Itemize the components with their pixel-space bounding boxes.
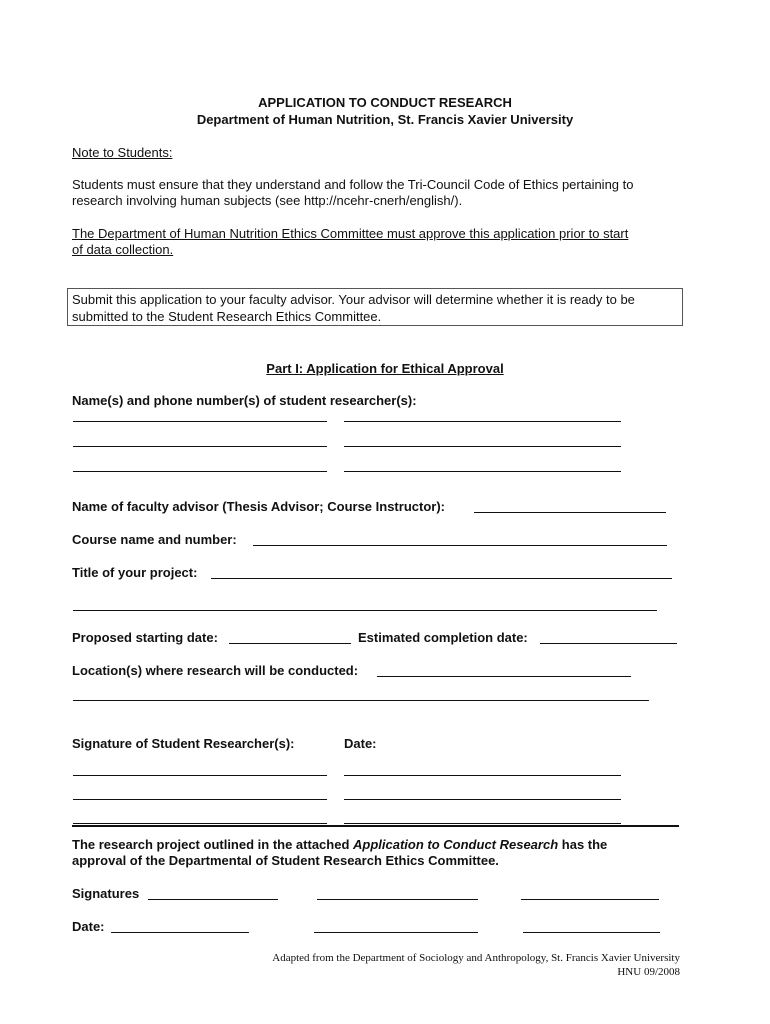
note-paragraph-line: research involving human subjects (see http://ncehr-cnerh/english/). (72, 193, 463, 208)
section-divider (72, 825, 679, 827)
researcher-signature-field[interactable] (73, 799, 327, 800)
approval-statement-start: The research project outlined in the attached (72, 837, 354, 852)
committee-signature-field[interactable] (521, 899, 659, 900)
location-label: Location(s) where research will be conducted: (72, 663, 359, 678)
researcher-signature-date-field[interactable] (344, 775, 621, 776)
researcher-name-field[interactable] (73, 446, 327, 447)
faculty-advisor-label: Name of faculty advisor (Thesis Advisor; Course Instructor): (72, 499, 445, 514)
researcher-signature-date-field[interactable] (344, 823, 621, 824)
committee-signature-field[interactable] (317, 899, 478, 900)
completion-date-label: Estimated completion date: (358, 630, 528, 645)
project-title-field-continued[interactable] (73, 610, 657, 611)
researcher-phone-field[interactable] (344, 421, 621, 422)
location-field[interactable] (377, 676, 631, 677)
approval-statement-line2: approval of the Departmental of Student Research Ethics Committee. (72, 853, 499, 868)
researcher-signature-date-field[interactable] (344, 799, 621, 800)
footer-adapted-note: Adapted from the Department of Sociology and Anthropology, St. Francis Xavier University (272, 952, 680, 964)
footer-form-code: HNU 09/2008 (617, 966, 680, 978)
committee-signature-field[interactable] (148, 899, 278, 900)
ethics-requirement-line: of data collection. (72, 242, 174, 257)
researchers-label: Name(s) and phone number(s) of student researcher(s): (72, 393, 417, 408)
committee-date-field[interactable] (523, 932, 660, 933)
completion-date-field[interactable] (540, 643, 677, 644)
approval-statement (72, 837, 607, 852)
ethics-requirement-line: The Department of Human Nutrition Ethics Committee must approve this application prior to start (72, 226, 629, 241)
researcher-name-field[interactable] (73, 471, 327, 472)
researcher-name-field[interactable] (73, 421, 327, 422)
note-heading: Note to Students: (72, 145, 173, 160)
committee-date-field[interactable] (111, 932, 249, 933)
part1-heading: Part I: Application for Ethical Approval (266, 361, 504, 376)
submission-notice-line: Submit this application to your faculty advisor. Your advisor will determine whether it is ready to be (72, 292, 635, 307)
faculty-advisor-field[interactable] (474, 512, 666, 513)
course-label: Course name and number: (72, 532, 237, 547)
start-date-field[interactable] (229, 643, 351, 644)
project-title-label: Title of your project: (72, 565, 198, 580)
researcher-signature-field[interactable] (73, 823, 327, 824)
signature-date-label: Date: (344, 736, 377, 751)
signature-label: Signature of Student Researcher(s): (72, 736, 295, 751)
approval-statement-end: has the (558, 837, 608, 852)
researcher-phone-field[interactable] (344, 471, 621, 472)
location-field-continued[interactable] (73, 700, 649, 701)
document-title: APPLICATION TO CONDUCT RESEARCH (258, 95, 512, 110)
submission-notice-line: submitted to the Student Research Ethics Committee. (72, 309, 382, 324)
note-paragraph-line: Students must ensure that they understand and follow the Tri-Council Code of Ethics pertaining to (72, 177, 634, 192)
committee-date-field[interactable] (314, 932, 478, 933)
start-date-label: Proposed starting date: (72, 630, 218, 645)
project-title-field[interactable] (211, 578, 672, 579)
course-field[interactable] (253, 545, 667, 546)
document-subtitle: Department of Human Nutrition, St. Francis Xavier University (196, 112, 574, 127)
researcher-signature-field[interactable] (73, 775, 327, 776)
committee-date-label: Date: (72, 919, 105, 934)
researcher-phone-field[interactable] (344, 446, 621, 447)
approval-document-name: Application to Conduct Research (353, 837, 559, 852)
committee-signatures-label: Signatures (72, 886, 140, 901)
